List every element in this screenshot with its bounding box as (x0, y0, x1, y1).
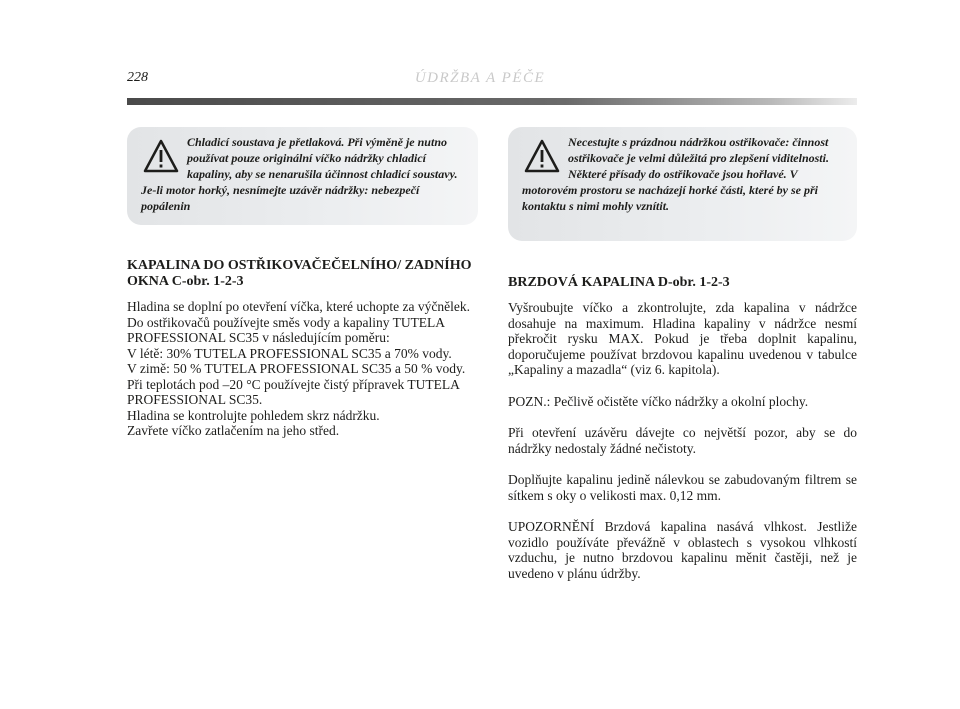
paragraph: Doplňujte kapalinu jedině nálevkou se zabudovaným filtrem se sítkem s oky o velikosti max. 0,12 mm. (508, 472, 857, 503)
paragraph-line: Hladina se doplní po otevření víčka, které uchopte za výčnělek. (127, 299, 470, 314)
warning-text-1: Necestujte s prázdnou nádržkou ostřikovače: činnost ostřikovače je velmi důležitá pro zlepšení viditelnosti. (568, 135, 829, 165)
paragraph: Vyšroubujte víčko a zkontrolujte, zda kapalina v nádržce dosahuje na maximum. Hladina kapaliny v nádržce nesmí překročit rysku MAX. Pokud je třeba doplnit kapalinu, doporučujeme používat brzdovou kapalinu uvedenou v tabulce „Kapaliny a mazadla“ (viz 6. kapitola). (508, 300, 857, 377)
paragraph: UPOZORNĚNÍ Brzdová kapalina nasává vlhkost. Jestliže vozidlo používáte převážně v oblastech s vysokou vlhkostí vzduchu, je nutno brzdovou kapalinu měnit častěji, než je uvedeno v plánu údržby. (508, 519, 857, 581)
warning-box-washer (508, 127, 857, 241)
warning-text-2: Některé přísady do ostřikovače jsou hořlavé. V motorovém prostoru se nacházejí horké části, které by se při kontaktu s nimi mohly vznítit. (522, 167, 818, 213)
paragraph-line: Hladina se kontrolujte pohledem skrz nádržku. (127, 407, 380, 423)
warning-box-coolant (127, 127, 478, 225)
page-title: ÚDRŽBA A PÉČE (414, 70, 546, 86)
paragraph-line: V létě: 30% TUTELA PROFESSIONAL SC35 a 70% vody. (127, 345, 452, 361)
section-heading: BRZDOVÁ KAPALINA D-obr. 1-2-3 (508, 275, 730, 290)
page-number: 228 (127, 70, 148, 85)
paragraph: Při otevření uzávěru dávejte co největší pozor, aby se do nádržky nedostaly žádné nečistoty. (508, 425, 857, 456)
paragraph-line: Při teplotách pod –20 °C používejte čistý přípravek TUTELA PROFESSIONAL SC35. (127, 376, 460, 407)
warning-triangle-icon (143, 138, 179, 174)
warning-text: Chladicí soustava je přetlaková. Při výměně je nutno používat pouze originální víčko nádržky chladicí kapaliny, aby se nenarušila účinnost chladicí soustavy. Je-li motor horký, nesnímejte uzávěr nádržky: nebezpečí popálenin (141, 135, 458, 213)
section-heading: KAPALINA DO OSTŘIKOVAČEČELNÍHO/ ZADNÍHO OKNA C-obr. 1-2-3 (127, 258, 472, 289)
brake-fluid-section (508, 275, 857, 597)
paragraph-line: Do ostřikovačů používejte směs vody a kapaliny TUTELA PROFESSIONAL SC35 v následujícím poměru: (127, 314, 445, 345)
washer-fluid-section (127, 258, 479, 439)
paragraph-line: V zimě: 50 % TUTELA PROFESSIONAL SC35 a 50 % vody. (127, 361, 466, 376)
header-divider (127, 98, 857, 105)
warning-triangle-icon (524, 138, 560, 174)
paragraph: POZN.: Pečlivě očistěte víčko nádržky a okolní plochy. (508, 393, 809, 409)
paragraph-line: Zavřete víčko zatlačením na jeho střed. (127, 423, 340, 438)
